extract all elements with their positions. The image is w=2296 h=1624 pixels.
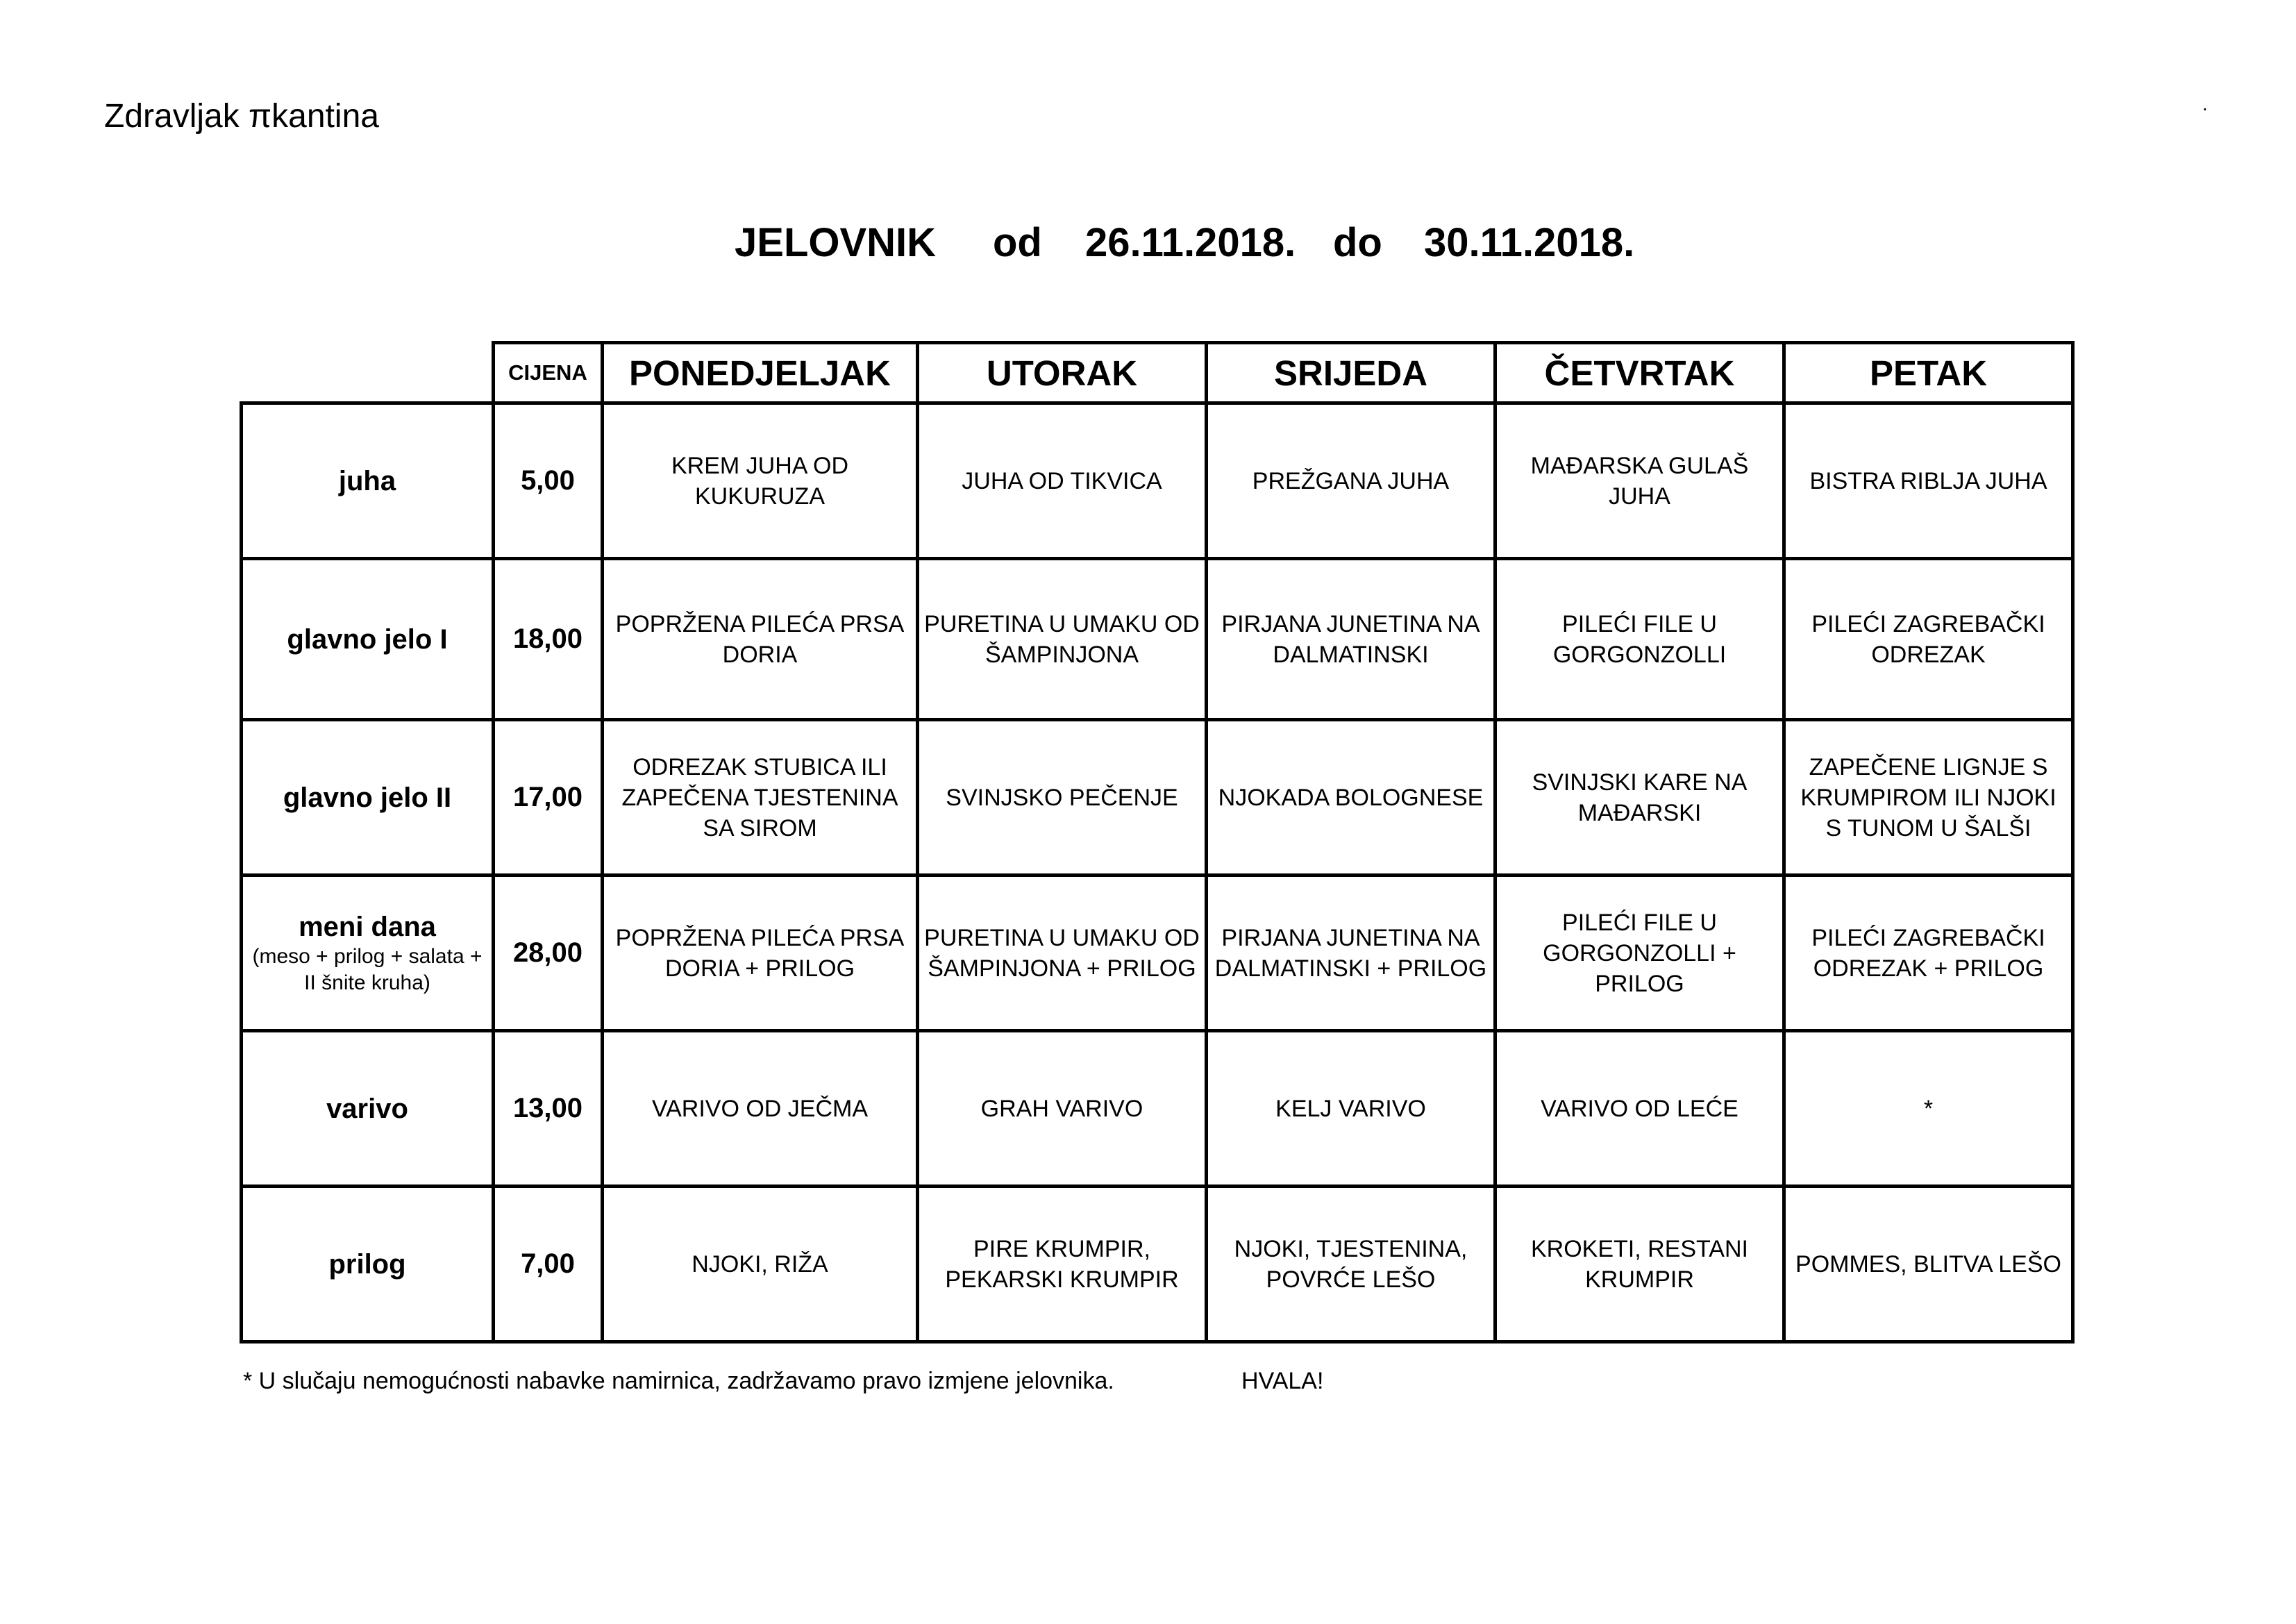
dish-cell: JUHA OD TIKVICA	[918, 403, 1207, 559]
dish-cell: *	[1784, 1031, 2073, 1187]
dish-cell: MAĐARSKA GULAŠ JUHA	[1495, 403, 1784, 559]
dish-cell: NJOKI, TJESTENINA, POVRĆE LEŠO	[1207, 1187, 1495, 1342]
dish-cell: BISTRA RIBLJA JUHA	[1784, 403, 2073, 559]
price-cell: 18,00	[494, 559, 603, 720]
dish-cell: PURETINA U UMAKU OD ŠAMPINJONA + PRILOG	[918, 876, 1207, 1031]
dish-cell: PURETINA U UMAKU OD ŠAMPINJONA	[918, 559, 1207, 720]
price-cell: 13,00	[494, 1031, 603, 1187]
dish-cell: POMMES, BLITVA LEŠO	[1784, 1187, 2073, 1342]
category-label: glavno jelo II	[283, 782, 452, 813]
dish-cell: KELJ VARIVO	[1207, 1031, 1495, 1187]
title-to-label: do	[1333, 220, 1382, 265]
dish-cell: VARIVO OD JEČMA	[603, 1031, 918, 1187]
thanks-note: HVALA!	[1241, 1368, 1324, 1394]
dish-cell: PIRJANA JUNETINA NA DALMATINSKI + PRILOG	[1207, 876, 1495, 1031]
dish-cell: SVINJSKI KARE NA MAĐARSKI	[1495, 720, 1784, 876]
title-to-date: 30.11.2018.	[1424, 220, 1635, 265]
title-from-date: 26.11.2018.	[1085, 220, 1296, 265]
dish-cell: ZAPEČENE LIGNJE S KRUMPIROM ILI NJOKI S TUNOM U ŠALŠI	[1784, 720, 2073, 876]
dish-cell: VARIVO OD LEĆE	[1495, 1031, 1784, 1187]
dish-cell: PILEĆI FILE U GORGONZOLLI	[1495, 559, 1784, 720]
header-row	[242, 343, 2073, 403]
category-cell	[242, 876, 494, 1031]
day-header-tuesday: UTORAK	[918, 343, 1207, 403]
day-header-thursday: ČETVRTAK	[1495, 343, 1784, 403]
dish-cell: GRAH VARIVO	[918, 1031, 1207, 1187]
category-note: (meso + prilog + salata + II šnite kruha)	[252, 944, 483, 994]
dish-cell: KREM JUHA OD KUKURUZA	[603, 403, 918, 559]
category-cell	[242, 559, 494, 720]
table-row	[242, 720, 2073, 876]
price-cell: 28,00	[494, 876, 603, 1031]
table-row	[242, 876, 2073, 1031]
price-header: CIJENA	[494, 343, 603, 403]
dish-cell: NJOKADA BOLOGNESE	[1207, 720, 1495, 876]
title-word: JELOVNIK	[735, 220, 937, 265]
category-label: juha	[338, 465, 396, 496]
category-cell	[242, 720, 494, 876]
canteen-name: Zdravljak πkantina	[104, 98, 379, 135]
day-header-wednesday: SRIJEDA	[1207, 343, 1495, 403]
price-cell: 17,00	[494, 720, 603, 876]
price-cell: 7,00	[494, 1187, 603, 1342]
category-cell	[242, 403, 494, 559]
dish-cell: POPRŽENA PILEĆA PRSA DORIA + PRILOG	[603, 876, 918, 1031]
dish-cell: PIRJANA JUNETINA NA DALMATINSKI	[1207, 559, 1495, 720]
title-from-label: od	[993, 220, 1042, 265]
category-label: meni dana	[299, 911, 436, 942]
day-header-friday: PETAK	[1784, 343, 2073, 403]
dish-cell: NJOKI, RIŽA	[603, 1187, 918, 1342]
table-row	[242, 559, 2073, 720]
dish-cell: PIRE KRUMPIR, PEKARSKI KRUMPIR	[918, 1187, 1207, 1342]
weekly-menu-table	[240, 341, 2075, 1343]
category-cell	[242, 1187, 494, 1342]
table-row	[242, 1031, 2073, 1187]
corner-cell	[242, 343, 494, 403]
category-label: prilog	[328, 1248, 406, 1280]
dish-cell: PREŽGANA JUHA	[1207, 403, 1495, 559]
dish-cell: KROKETI, RESTANI KRUMPIR	[1495, 1187, 1784, 1342]
corner-mark: .	[2202, 93, 2208, 115]
category-cell	[242, 1031, 494, 1187]
category-label: glavno jelo I	[287, 623, 448, 655]
price-cell: 5,00	[494, 403, 603, 559]
dish-cell: PILEĆI FILE U GORGONZOLLI + PRILOG	[1495, 876, 1784, 1031]
category-label: varivo	[326, 1093, 408, 1124]
day-header-monday: PONEDJELJAK	[603, 343, 918, 403]
table-row	[242, 1187, 2073, 1342]
table-row	[242, 403, 2073, 559]
footnote: * U slučaju nemogućnosti nabavke namirnica, zadržavamo pravo izmjene jelovnika.	[243, 1368, 1114, 1394]
dish-cell: POPRŽENA PILEĆA PRSA DORIA	[603, 559, 918, 720]
dish-cell: PILEĆI ZAGREBAČKI ODREZAK	[1784, 559, 2073, 720]
dish-cell: PILEĆI ZAGREBAČKI ODREZAK + PRILOG	[1784, 876, 2073, 1031]
dish-cell: ODREZAK STUBICA ILI ZAPEČENA TJESTENINA SA SIROM	[603, 720, 918, 876]
dish-cell: SVINJSKO PEČENJE	[918, 720, 1207, 876]
